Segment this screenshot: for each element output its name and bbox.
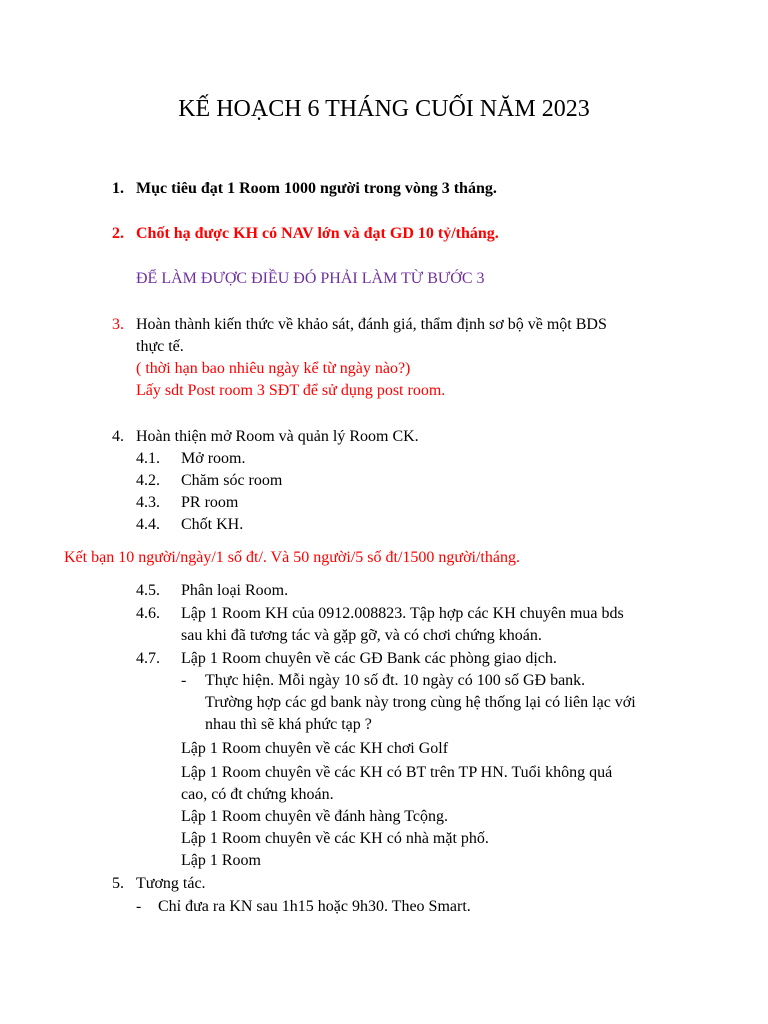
item-3-line-1: Hoàn thành kiến thức về khảo sát, đánh giá, thẩm định sơ bộ về một BDS [136,316,607,333]
item-1-number: 1. [112,180,124,197]
room-line: Lập 1 Room chuyên về các KH chơi Golf [181,740,449,757]
subitem-text: Chốt KH. [181,516,244,533]
bullet-text: Thực hiện. Mỗi ngày 10 số đt. 10 ngày có 100 số GĐ bank. [205,672,586,689]
subitem-text: PR room [181,494,239,511]
subitem-number: 4.1. [136,450,160,467]
item-2-number: 2. [112,225,124,242]
item-3-red-note-1: ( thời hạn bao nhiêu ngày kể từ ngày nào?) [136,360,411,377]
room-line: Lập 1 Room [181,852,261,869]
friend-target-note: Kết bạn 10 người/ngày/1 số đt/. Và 50 người/5 số đt/1500 người/tháng. [64,549,520,566]
item-5-number: 5. [112,875,124,892]
room-line: cao, có đt chứng khoán. [181,786,334,803]
bullet-text: Chỉ đưa ra KN sau 1h15 hoặc 9h30. Theo Smart. [158,898,471,915]
bullet-text: nhau thì sẽ khá phức tạp ? [205,716,372,733]
subitem-number: 4.7. [136,650,160,667]
dash-bullet: - [136,898,142,915]
item-3-red-note-2: Lấy sdt Post room 3 SĐT để sử dụng post room. [136,382,446,399]
room-line: Lập 1 Room chuyên về các KH có BT trên TP HN. Tuổi không quá [181,764,613,781]
step3-note: ĐỂ LÀM ĐƯỢC ĐIỀU ĐÓ PHẢI LÀM TỪ BƯỚC 3 [136,270,485,287]
item-1-text: Mục tiêu đạt 1 Room 1000 người trong vòng 3 tháng. [136,180,497,197]
subitem-text: Mở room. [181,450,246,467]
item-2-text: Chốt hạ được KH có NAV lớn và đạt GD 10 tỷ/tháng. [136,225,499,242]
dash-bullet: - [181,672,187,689]
item-3-number: 3. [112,316,124,333]
room-line: Lập 1 Room chuyên về đánh hàng Tcộng. [181,808,448,825]
subitem-number: 4.6. [136,605,160,622]
subitem-text: Phân loại Room. [181,582,289,599]
subitem-number: 4.5. [136,582,160,599]
subitem-number: 4.3. [136,494,160,511]
subitem-text-continued: sau khi đã tương tác và gặp gỡ, và có chơi chứng khoán. [181,627,542,644]
item-5-text: Tương tác. [136,875,206,892]
bullet-text: Trường hợp các gd bank này trong cùng hệ thống lại có liên lạc với [205,694,636,711]
item-4-number: 4. [112,428,124,445]
subitem-text: Chăm sóc room [181,472,283,489]
room-line: Lập 1 Room chuyên về các KH có nhà mặt phố. [181,830,489,847]
item-4-text: Hoàn thiện mở Room và quản lý Room CK. [136,428,419,445]
item-3-line-2: thực tế. [136,338,184,355]
subitem-number: 4.2. [136,472,160,489]
subitem-text: Lập 1 Room KH của 0912.008823. Tập hợp các KH chuyên mua bds [181,605,624,622]
subitem-text: Lập 1 Room chuyên về các GĐ Bank các phòng giao dịch. [181,650,557,667]
subitem-number: 4.4. [136,516,160,533]
page-title: KẾ HOẠCH 6 THÁNG CUỐI NĂM 2023 [178,96,590,122]
